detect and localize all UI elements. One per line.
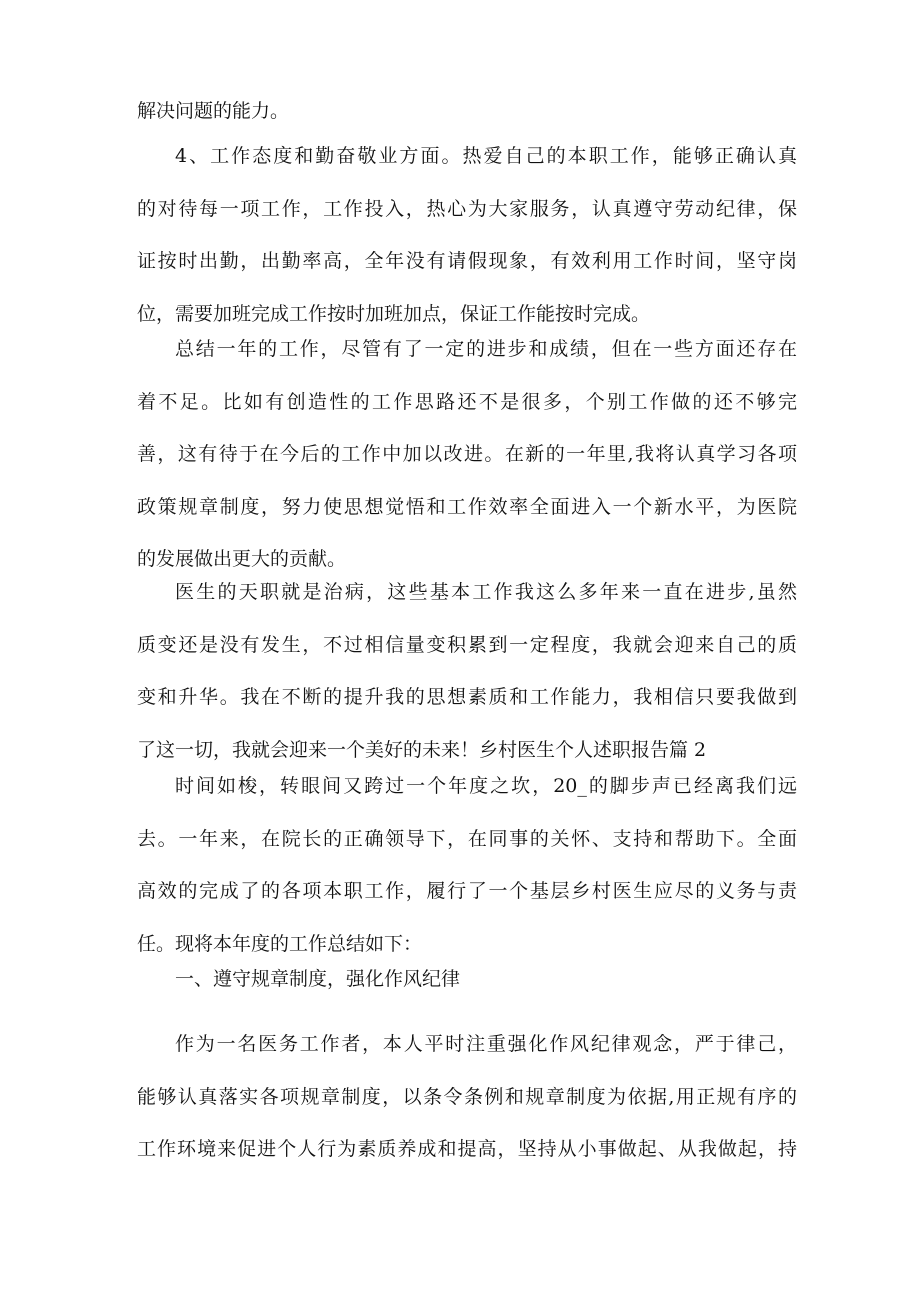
text-line: 总结一年的工作，尽管有了一定的进步和成绩，但在一些方面还存在 bbox=[175, 338, 797, 360]
text-line: 任。现将本年度的工作总结如下： bbox=[137, 932, 423, 955]
text-line: 的对待每一项工作，工作投入，热心为大家服务，认真遵守劳动纪律，保 bbox=[137, 197, 797, 220]
text-line: 时间如梭，转眼间又跨过一个年度之坎，20_的脚步声已经离我们远 bbox=[175, 775, 797, 797]
text-line: 一、遵守规章制度，强化作风纪律 bbox=[175, 968, 461, 990]
text-line: 能够认真落实各项规章制度，以条令条例和规章制度为依据,用正规有序的 bbox=[137, 1085, 797, 1108]
section-heading bbox=[137, 953, 797, 1006]
text-line: 了这一切，我就会迎来一个美好的未来！乡村医生个人述职报告篇 2 bbox=[137, 738, 707, 761]
text-line: 政策规章制度，努力使思想觉悟和工作效率全面进入一个新水平，为医院 bbox=[137, 495, 797, 518]
text-line: 善，这有待于在今后的工作中加以改进。在新的一年里,我将认真学习各项 bbox=[137, 443, 797, 465]
paragraph-work-attitude bbox=[137, 130, 797, 340]
text-line: 工作环境来促进个人行为素质养成和提高，坚持从小事做起、从我做起，持 bbox=[137, 1138, 797, 1160]
paragraph-doctor-duty bbox=[137, 566, 797, 776]
text-line: 变和升华。我在不断的提升我的思想素质和工作能力，我相信只要我做到 bbox=[137, 686, 797, 708]
paragraph-summary bbox=[137, 323, 797, 586]
text-line: 4、工作态度和勤奋敬业方面。热爱自己的本职工作，能够正确认真 bbox=[175, 145, 797, 167]
text-line: 医生的天职就是治病，这些基本工作我这么多年来一直在进步,虽然 bbox=[175, 581, 797, 603]
text-line: 的发展做出更大的贡献。 bbox=[137, 548, 347, 570]
text-line: 位，需要加班完成工作按时加班加点，保证工作能按时完成。 bbox=[137, 302, 651, 325]
text-line: 解决问题的能力。 bbox=[137, 100, 290, 122]
paragraph-year-review bbox=[137, 760, 797, 970]
text-line: 质变还是没有发生，不过相信量变积累到一定程度，我就会迎来自己的质 bbox=[137, 633, 797, 656]
text-line: 高效的完成了的各项本职工作，履行了一个基层乡村医生应尽的义务与责 bbox=[137, 880, 797, 902]
text-line: 证按时出勤，出勤率高，全年没有请假现象，有效利用工作时间，坚守岗 bbox=[137, 250, 797, 272]
text-line: 着不足。比如有创造性的工作思路还不是很多，个别工作做的还不够完 bbox=[137, 390, 797, 413]
text-line: 去。一年来，在院长的正确领导下，在同事的关怀、支持和帮助下。全面 bbox=[137, 827, 797, 850]
text-line: 作为一名医务工作者，本人平时注重强化作风纪律观念，严于律己， bbox=[175, 1033, 797, 1055]
paragraph-discipline bbox=[137, 1018, 797, 1176]
